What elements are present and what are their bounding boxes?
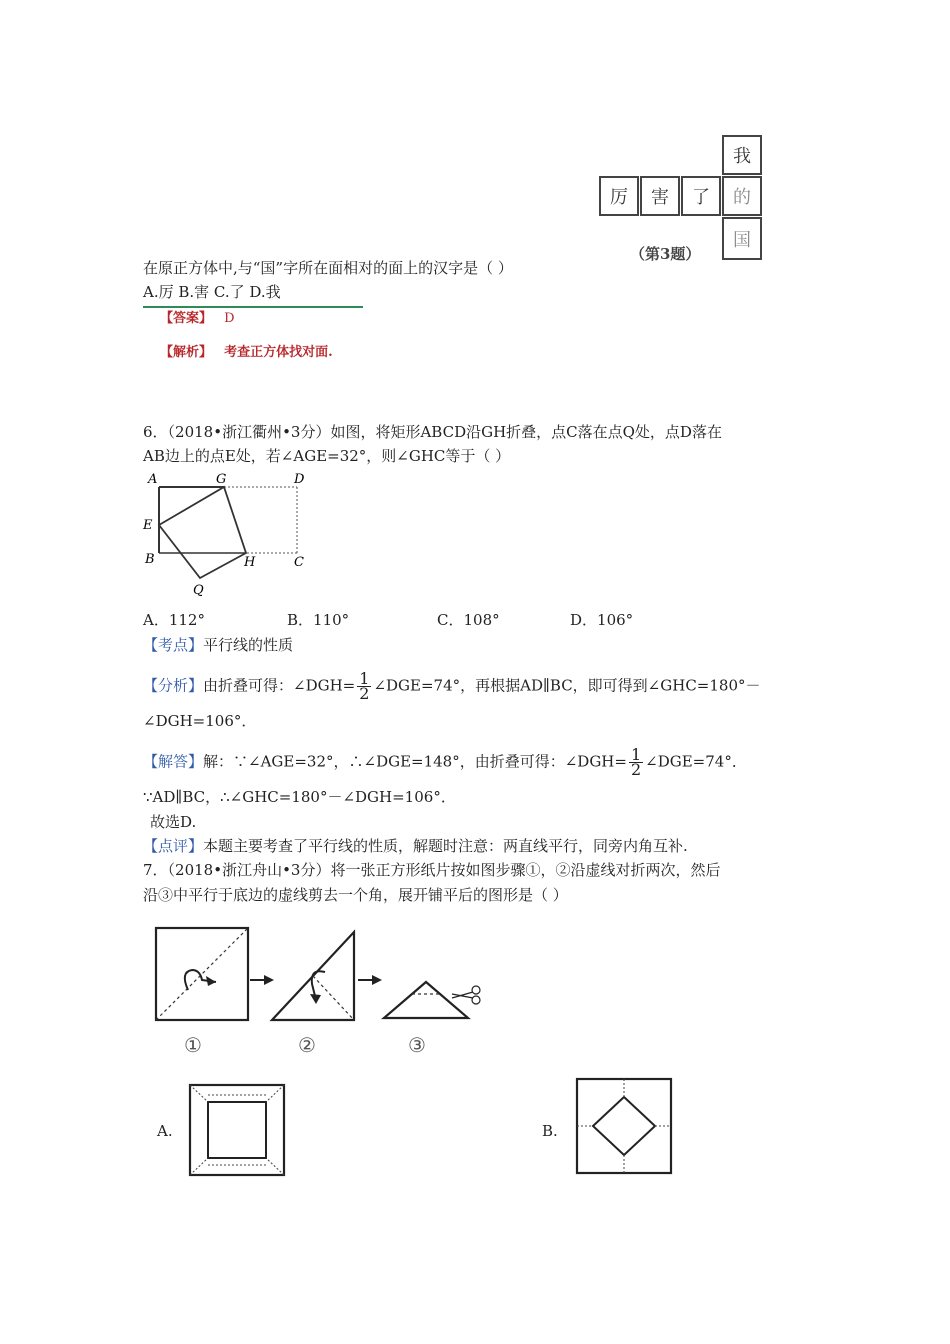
q5-options: A.厉 B.害 C.了 D.我 bbox=[143, 283, 281, 301]
q6-option-a: A．112° bbox=[143, 611, 205, 629]
q6-jieda-line2: ∵AD∥BC，∴∠GHC=180°－∠DGH=106°． bbox=[143, 788, 456, 806]
net-caption: （第3题） bbox=[630, 245, 701, 263]
answer-divider bbox=[143, 306, 363, 308]
q7-stem-line1: 7．（2018•浙江舟山•3分）将一张正方形纸片按如图步骤①，②沿虚线对折两次，然后 bbox=[143, 861, 721, 879]
label-B: B bbox=[145, 552, 155, 567]
fraction-den-2: 2 bbox=[630, 760, 642, 779]
label-Q: Q bbox=[193, 583, 204, 598]
analysis-text: 考查正方体找对面. bbox=[224, 345, 333, 360]
fraction-num: 1 bbox=[359, 669, 370, 688]
fenxi-tag: 【分析】 bbox=[143, 676, 204, 695]
q5-answer bbox=[160, 309, 235, 329]
q6-jieda-line3: 故选D. bbox=[150, 813, 197, 831]
arrow-1-2-head bbox=[264, 975, 274, 985]
answer-value: D bbox=[224, 311, 235, 326]
scissors-icon-handle bbox=[472, 996, 480, 1004]
net-cell-hai: 害 bbox=[640, 176, 680, 216]
q7-option-a-figure bbox=[188, 1083, 288, 1179]
q7-steps-figure bbox=[150, 920, 490, 1065]
q7-option-b-label: B. bbox=[542, 1122, 558, 1140]
step2-arrow-head bbox=[310, 994, 321, 1004]
q7-stem-line2: 沿③中平行于底边的虚线剪去一个角，展开铺平后的图形是（ ） bbox=[143, 886, 568, 904]
fraction-half-2 bbox=[629, 745, 643, 779]
q6-stem-line1: 6．（2018•浙江衢州•3分）如图，将矩形ABCD沿GH折叠，点C落在点Q处，点D落在 bbox=[143, 423, 722, 441]
option-a-corner-4 bbox=[266, 1158, 284, 1175]
option-b-diamond bbox=[593, 1097, 655, 1155]
q6-jieda bbox=[143, 745, 747, 779]
label-G: G bbox=[216, 472, 227, 487]
q6-option-c: C．108° bbox=[437, 611, 500, 629]
fenxi-pre: 由折叠可得：∠DGH= bbox=[203, 676, 356, 695]
scissors-icon bbox=[472, 986, 480, 994]
label-A: A bbox=[148, 472, 158, 487]
q6-fenxi-line2: ∠DGH=106°． bbox=[143, 712, 257, 730]
jieda-pre: 解：∵∠AGE=32°，∴∠DGE=148°，由折叠可得：∠DGH= bbox=[203, 752, 627, 771]
fraction-half bbox=[357, 669, 371, 703]
net-cell-le: 了 bbox=[681, 176, 721, 216]
option-a-outer-square bbox=[190, 1085, 284, 1175]
q6-dianping bbox=[143, 836, 688, 856]
folded-quad-EGHQ bbox=[159, 487, 246, 578]
step-label-1: ① bbox=[184, 1033, 202, 1057]
net-cell-de: 的 bbox=[722, 176, 762, 216]
analysis-tag: 【解析】 bbox=[160, 345, 213, 360]
option-a-corner-3 bbox=[190, 1158, 208, 1175]
net-cell-guo: 国 bbox=[722, 217, 762, 260]
q5-stem: 在原正方体中,与“国”字所在面相对的面上的汉字是（ ） bbox=[143, 259, 513, 277]
option-a-inner-square bbox=[208, 1102, 266, 1158]
jieda-tag: 【解答】 bbox=[143, 752, 204, 771]
step1-diagonal bbox=[156, 928, 248, 1020]
option-a-corner-1 bbox=[190, 1085, 208, 1102]
fraction-num-2: 1 bbox=[630, 745, 642, 764]
q6-fenxi bbox=[143, 669, 761, 703]
dianping-text: 本题主要考查了平行线的性质，解题时注意：两直线平行，同旁内角互补. bbox=[203, 837, 688, 855]
label-H: H bbox=[244, 555, 256, 570]
label-D: D bbox=[294, 472, 305, 487]
option-a-corner-2 bbox=[266, 1085, 284, 1102]
q6-kaodian bbox=[143, 635, 293, 655]
jieda-post: ∠DGE=74°． bbox=[645, 752, 747, 771]
label-C: C bbox=[294, 555, 304, 570]
kaodian-tag: 【考点】 bbox=[143, 636, 204, 654]
q7-option-b-figure bbox=[575, 1077, 675, 1177]
label-E: E bbox=[143, 518, 153, 533]
arrow-2-3-head bbox=[372, 975, 382, 985]
net-cell-li: 厉 bbox=[599, 176, 639, 216]
fraction-den: 2 bbox=[359, 684, 370, 703]
fenxi-post: ∠DGE=74°，再根据AD∥BC，即可得到∠GHC=180°－ bbox=[373, 676, 761, 695]
q6-option-d: D．106° bbox=[570, 611, 634, 629]
net-cell-wo: 我 bbox=[722, 135, 762, 175]
q6-stem-line2: AB边上的点E处，若∠AGE=32°，则∠GHC等于（ ） bbox=[143, 447, 511, 465]
q5-analysis bbox=[160, 343, 333, 363]
dianping-tag: 【点评】 bbox=[143, 837, 204, 855]
step3-triangle bbox=[384, 982, 468, 1018]
q6-option-b: B．110° bbox=[287, 611, 350, 629]
answer-tag: 【答案】 bbox=[160, 311, 213, 326]
q7-option-a-label: A. bbox=[157, 1122, 173, 1140]
q6-figure bbox=[140, 468, 330, 598]
step-label-3: ③ bbox=[408, 1033, 426, 1057]
step-label-2: ② bbox=[298, 1033, 316, 1057]
kaodian-text: 平行线的性质 bbox=[203, 636, 294, 654]
